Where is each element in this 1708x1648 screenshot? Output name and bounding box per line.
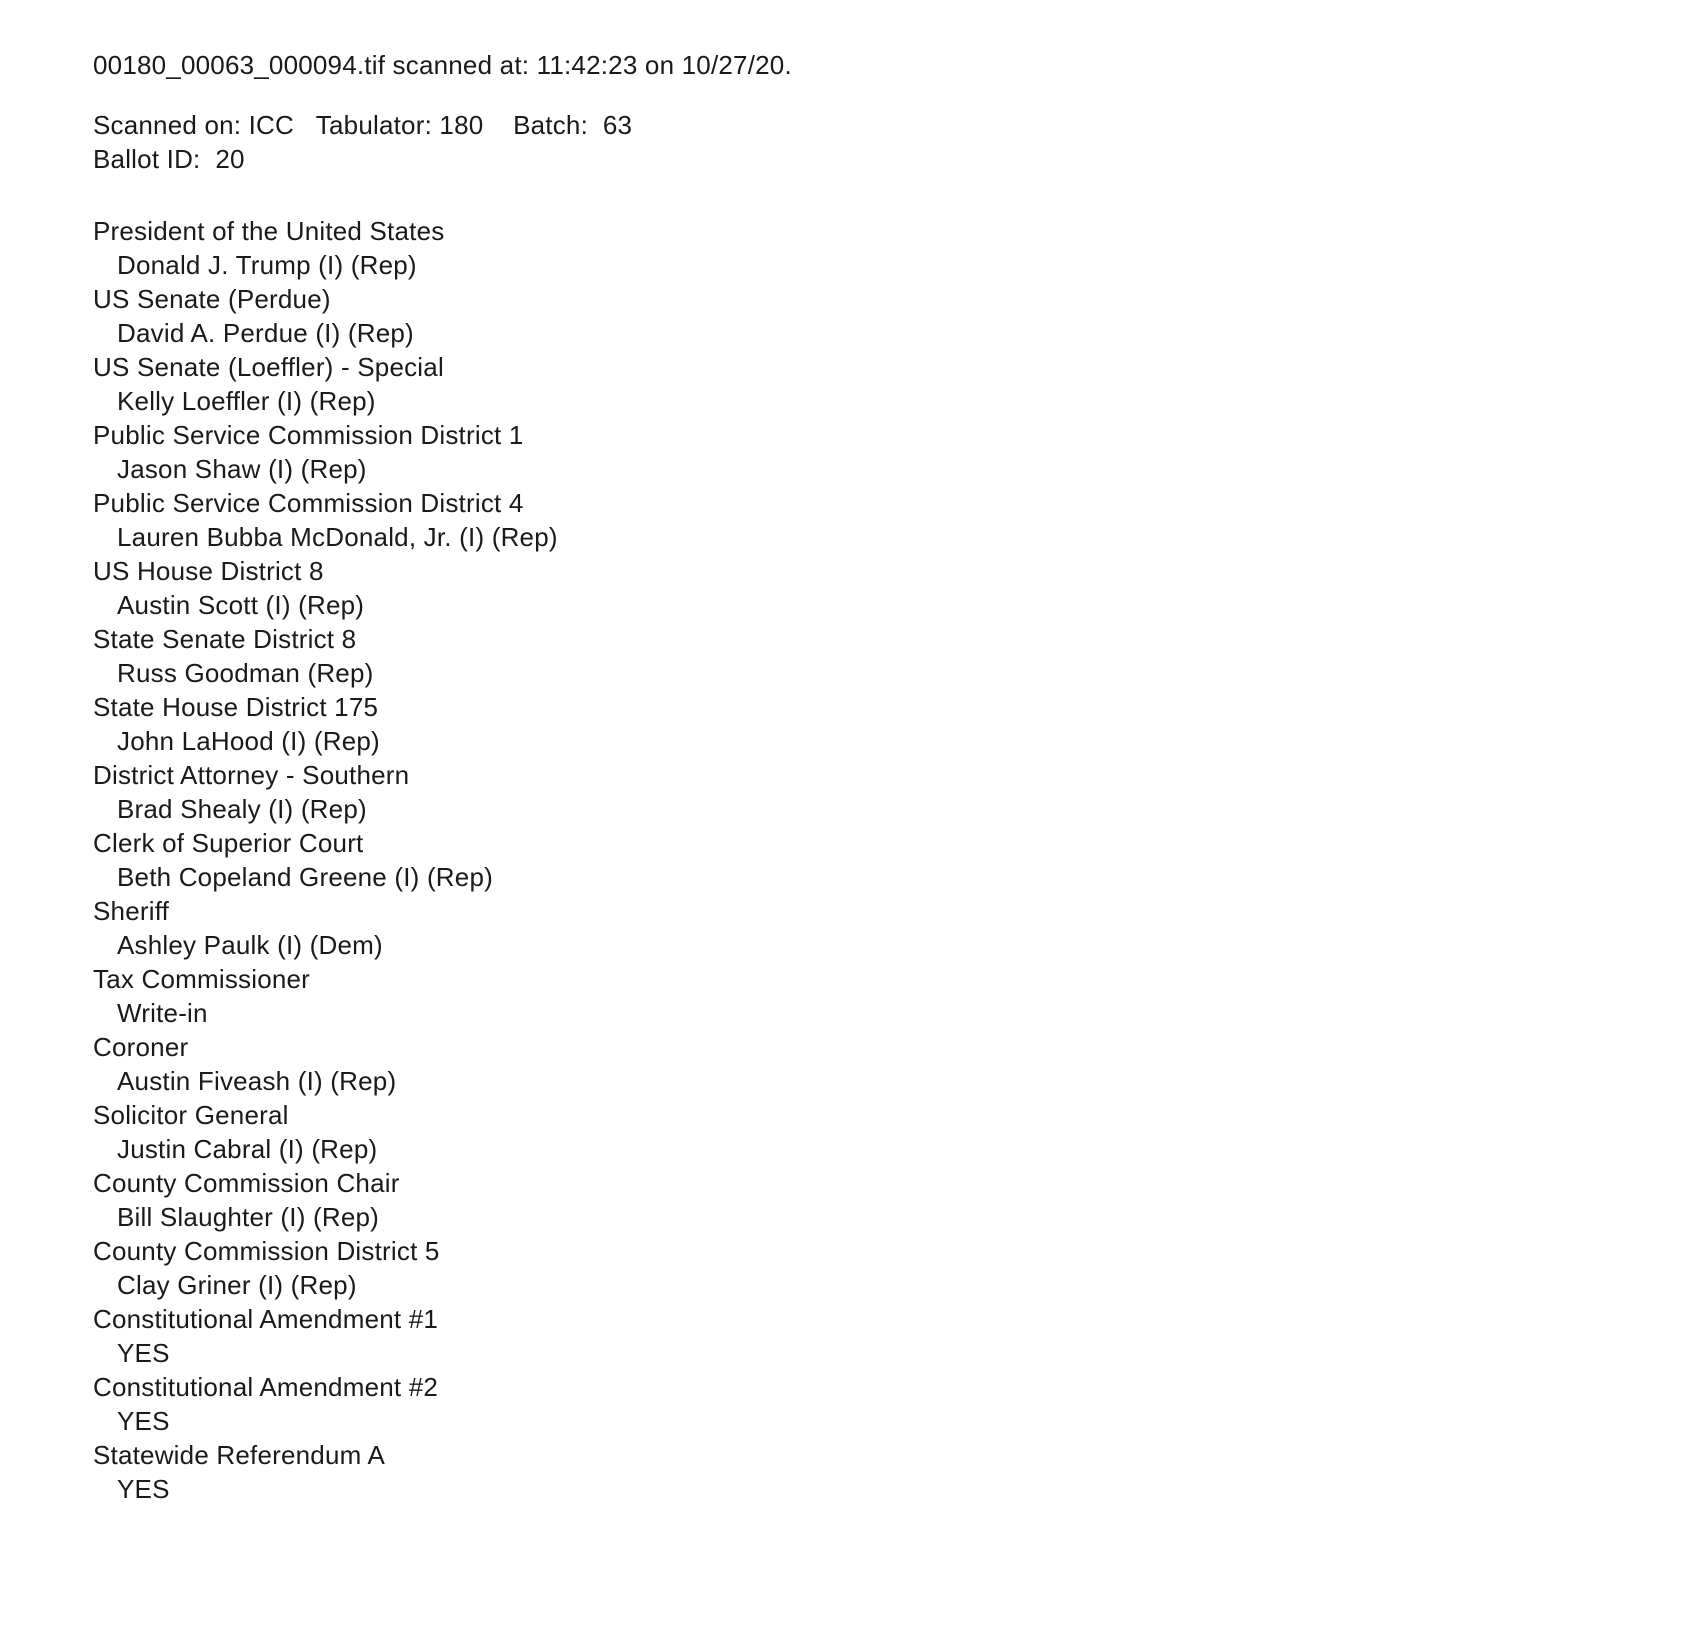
ballot-id-line: Ballot ID: 20 (93, 144, 245, 174)
contest-item (93, 1234, 1648, 1302)
contest-selection: Jason Shaw (I) (Rep) (117, 454, 367, 484)
contest-title: State Senate District 8 (93, 624, 357, 654)
contest-selection: YES (117, 1406, 170, 1436)
contest-title: Public Service Commission District 4 (93, 488, 524, 518)
contest-item (93, 350, 1648, 418)
contest-item (93, 962, 1648, 1030)
contest-selection: Ashley Paulk (I) (Dem) (117, 930, 383, 960)
contest-selection: David A. Perdue (I) (Rep) (117, 318, 414, 348)
contest-title: US House District 8 (93, 556, 324, 586)
contest-title: Clerk of Superior Court (93, 828, 364, 858)
contest-selection: Bill Slaughter (I) (Rep) (117, 1202, 379, 1232)
contest-title: US Senate (Perdue) (93, 284, 331, 314)
contest-item (93, 758, 1648, 826)
contest-selection: YES (117, 1474, 170, 1504)
contest-selection: Write-in (117, 998, 208, 1028)
contest-selection: Russ Goodman (Rep) (117, 658, 374, 688)
contest-title: District Attorney - Southern (93, 760, 410, 790)
contest-item (93, 1438, 1648, 1506)
scan-header-line: 00180_00063_000094.tif scanned at: 11:42:23 on 10/27/20. (93, 50, 792, 80)
contest-item (93, 690, 1648, 758)
contest-item (93, 1098, 1648, 1166)
contest-title: President of the United States (93, 216, 445, 246)
contest-selection: Donald J. Trump (I) (Rep) (117, 250, 417, 280)
contest-item (93, 826, 1648, 894)
contest-selection: Beth Copeland Greene (I) (Rep) (117, 862, 493, 892)
contest-item (93, 214, 1648, 282)
contest-selection: Austin Scott (I) (Rep) (117, 590, 365, 620)
scan-meta-block (93, 108, 1648, 176)
contest-title: Constitutional Amendment #2 (93, 1372, 439, 1402)
contest-item (93, 1166, 1648, 1234)
contest-title: US Senate (Loeffler) - Special (93, 352, 444, 382)
contest-selection: Brad Shealy (I) (Rep) (117, 794, 367, 824)
contest-item (93, 1302, 1648, 1370)
contest-item (93, 554, 1648, 622)
contest-list (93, 214, 1648, 1506)
contest-title: County Commission District 5 (93, 1236, 440, 1266)
contest-selection: Lauren Bubba McDonald, Jr. (I) (Rep) (117, 522, 558, 552)
contest-item (93, 622, 1648, 690)
contest-title: County Commission Chair (93, 1168, 400, 1198)
contest-title: Statewide Referendum A (93, 1440, 386, 1470)
contest-selection: YES (117, 1338, 170, 1368)
contest-title: Sheriff (93, 896, 170, 926)
contest-selection: John LaHood (I) (Rep) (117, 726, 380, 756)
contest-title: State House District 175 (93, 692, 379, 722)
contest-item (93, 894, 1648, 962)
contest-title: Tax Commissioner (93, 964, 311, 994)
contest-title: Coroner (93, 1032, 189, 1062)
contest-selection: Justin Cabral (I) (Rep) (117, 1134, 378, 1164)
contest-selection: Kelly Loeffler (I) (Rep) (117, 386, 376, 416)
contest-item (93, 1030, 1648, 1098)
contest-title: Public Service Commission District 1 (93, 420, 524, 450)
contest-selection: Austin Fiveash (I) (Rep) (117, 1066, 397, 1096)
contest-item (93, 282, 1648, 350)
contest-selection: Clay Griner (I) (Rep) (117, 1270, 357, 1300)
scan-info-line: Scanned on: ICC Tabulator: 180 Batch: 63 (93, 110, 633, 140)
contest-item (93, 486, 1648, 554)
contest-title: Constitutional Amendment #1 (93, 1304, 439, 1334)
contest-item (93, 418, 1648, 486)
contest-title: Solicitor General (93, 1100, 289, 1130)
contest-item (93, 1370, 1648, 1438)
